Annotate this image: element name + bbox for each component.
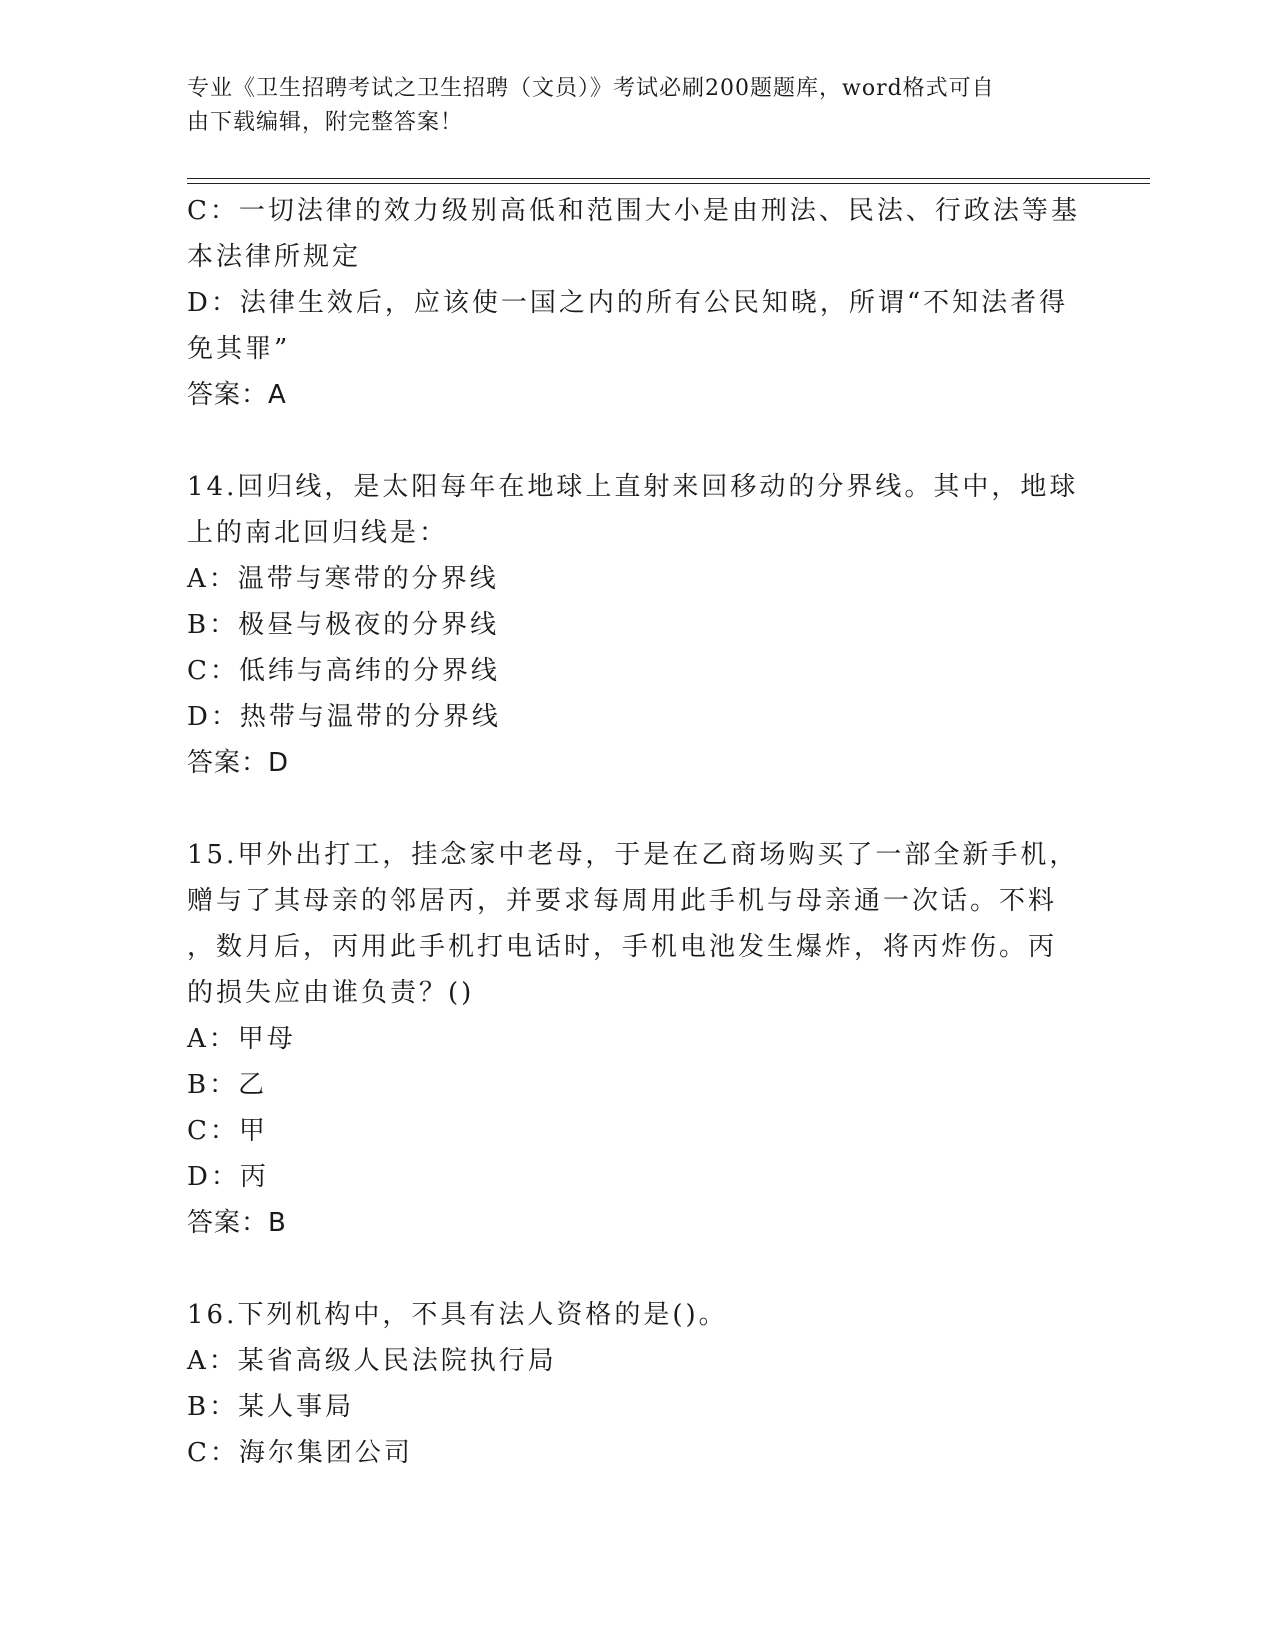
header-rule-bottom (187, 183, 1150, 184)
answer-line: 答案：D (187, 748, 290, 778)
answer-line: 答案：B (187, 1208, 287, 1238)
option-c: C：低纬与高纬的分界线 (187, 656, 500, 686)
spacer (187, 1246, 1087, 1292)
question-14 (187, 464, 1087, 786)
option-b: B：极昼与极夜的分界线 (187, 610, 500, 640)
option-d: D：热带与温带的分界线 (187, 702, 501, 732)
header-line-2: 由下载编辑，附完整答案！ (187, 110, 464, 135)
question-stem-line-2: 赠与了其母亲的邻居丙，并要求每周用此手机与母亲通一次话。不料 (187, 886, 1058, 916)
header-rule-top (187, 178, 1150, 179)
option-d: D：丙 (187, 1162, 269, 1192)
page-header (187, 72, 1067, 140)
question-stem-line-4: 的损失应由谁负责？() (187, 978, 475, 1008)
option-c: C：甲 (187, 1116, 268, 1146)
question-stem-line-3: ，数月后，丙用此手机打电话时，手机电池发生爆炸，将丙炸伤。丙 (187, 932, 1058, 962)
option-a: A：温带与寒带的分界线 (187, 564, 499, 594)
question-stem-line-1: 14.回归线，是太阳每年在地球上直射来回移动的分界线。其中，地球 (187, 472, 1079, 502)
spacer (187, 418, 1087, 464)
spacer (187, 786, 1087, 832)
header-line-1: 专业《卫生招聘考试之卫生招聘（文员）》考试必刷200题题库，word格式可自 (187, 76, 995, 101)
question-13 (187, 188, 1087, 418)
question-stem-line-1: 15.甲外出打工，挂念家中老母，于是在乙商场购买了一部全新手机， (187, 840, 1079, 870)
answer-line: 答案：A (187, 380, 287, 410)
option-a: A：甲母 (187, 1024, 296, 1054)
option-b: B：乙 (187, 1070, 268, 1100)
option-c-line-2: 本法律所规定 (187, 242, 362, 272)
option-d-line-1: D：法律生效后，应该使一国之内的所有公民知晓，所谓“不知法者得 (187, 288, 1069, 318)
question-15 (187, 832, 1087, 1246)
option-b: B：某人事局 (187, 1392, 355, 1422)
question-16 (187, 1292, 1087, 1476)
option-c-line-1: C：一切法律的效力级别高低和范围大小是由刑法、民法、行政法等基 (187, 196, 1080, 226)
question-content (187, 188, 1087, 1476)
option-a: A：某省高级人民法院执行局 (187, 1346, 557, 1376)
option-d-line-2: 免其罪” (187, 334, 291, 364)
option-c: C：海尔集团公司 (187, 1438, 413, 1468)
question-stem-line-2: 上的南北回归线是： (187, 518, 449, 548)
question-stem-line-1: 16.下列机构中，不具有法人资格的是()。 (187, 1300, 728, 1330)
